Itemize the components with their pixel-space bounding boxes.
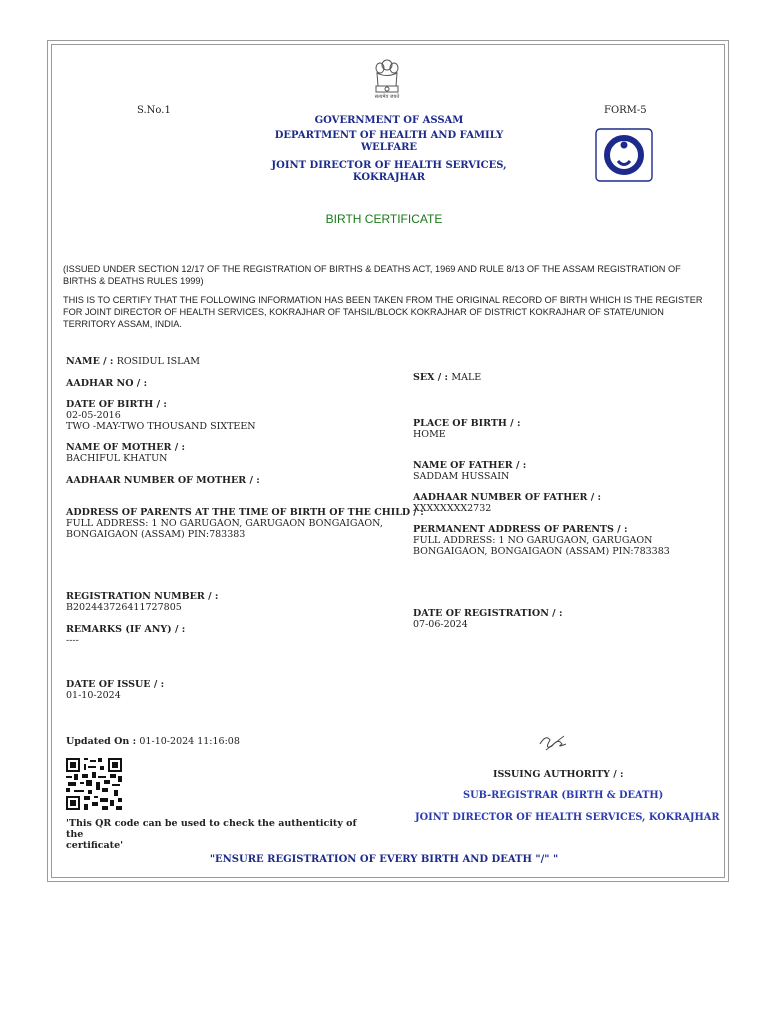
mother-name-field: NAME OF MOTHER / : BACHIFUL KHATUN [66,442,186,464]
mother-aadhaar-label: AADHAAR NUMBER OF MOTHER / : [66,475,260,486]
registration-logo-icon [595,128,653,182]
place-of-birth-field: PLACE OF BIRTH / : HOME [413,418,521,440]
qr-code-icon[interactable] [66,758,122,810]
registration-number-field: REGISTRATION NUMBER / : B202443726411727805 [66,591,219,613]
qr-note: 'This QR code can be used to check the authenticity of the certificate' [66,818,357,851]
issue-date-field: DATE OF ISSUE / : 01-10-2024 [66,679,165,701]
dob-field: DATE OF BIRTH / : 02-05-2016 TWO -MAY-TWO THOUSAND SIXTEEN [66,399,256,432]
certificate-title: BIRTH CERTIFICATE [325,212,443,226]
issuing-authority-label: ISSUING AUTHORITY / : [493,769,624,780]
signature-icon [536,730,572,754]
sex-field: SEX / : MALE [413,372,482,383]
father-aadhaar-field: AADHAAR NUMBER OF FATHER / : XXXXXXXX2732 [413,492,601,514]
remarks-field: REMARKS (IF ANY) / : ---- [66,624,186,646]
serial-number: S.No.1 [137,105,171,116]
updated-on: Updated On : 01-10-2024 11:16:08 [66,736,240,747]
permanent-address-field: PERMANENT ADDRESS OF PARENTS / : FULL ADDRESS: 1 NO GARUGAON, GARUGAON BONGAIGAON, BONGAIGAON (ASSAM) PIN:783383 [413,524,670,557]
issuing-authority-office: JOINT DIRECTOR OF HEALTH SERVICES, KOKRAJHAR [415,812,720,823]
name-field: NAME / : ROSIDUL ISLAM [66,356,201,367]
registration-date-field: DATE OF REGISTRATION / : 07-06-2024 [413,608,563,630]
header-govt: GOVERNMENT OF ASSAM DEPARTMENT OF HEALTH AND FAMILY WELFARE JOINT DIRECTOR OF HEALTH SERVICES, KOKRAJHAR [271,115,507,183]
issued-under-paragraph: (ISSUED UNDER SECTION 12/17 OF THE REGISTRATION OF BIRTHS & DEATHS ACT, 1969 AND RULE 8/13 OF THE ASSAM REGISTRATION OF BIRTHS & DEATHS RULES 1999) [63,264,681,286]
birth-address-field: ADDRESS OF PARENTS AT THE TIME OF BIRTH OF THE CHILD / : FULL ADDRESS: 1 NO GARUGAON, GARUGAON BONGAIGAON, BONGAIGAON (ASSAM) PIN:783383 [66,507,424,540]
father-name-field: NAME OF FATHER / : SADDAM HUSSAIN [413,460,527,482]
emblem-motto: सत्यमेव जयते [374,94,400,100]
aadhar-label: AADHAR NO / : [66,378,148,389]
issuing-authority-name: SUB-REGISTRAR (BIRTH & DEATH) [463,790,664,801]
registration-slogan: "ENSURE REGISTRATION OF EVERY BIRTH AND DEATH "/" " [209,854,559,865]
national-emblem-icon [371,56,403,106]
certify-paragraph: THIS IS TO CERTIFY THAT THE FOLLOWING INFORMATION HAS BEEN TAKEN FROM THE ORIGINAL RECORD OF BIRTH WHICH IS THE REGISTER FOR JOINT DIRECTOR OF HEALTH SERVICES, KOKRAJHAR OF TAHSIL/BLOCK KOKRAJHAR OF DISTRICT KOKRAJHAR OF STATE/UNION TERRITORY ASSAM, INDIA. [63,295,703,329]
form-number: FORM-5 [604,105,647,116]
